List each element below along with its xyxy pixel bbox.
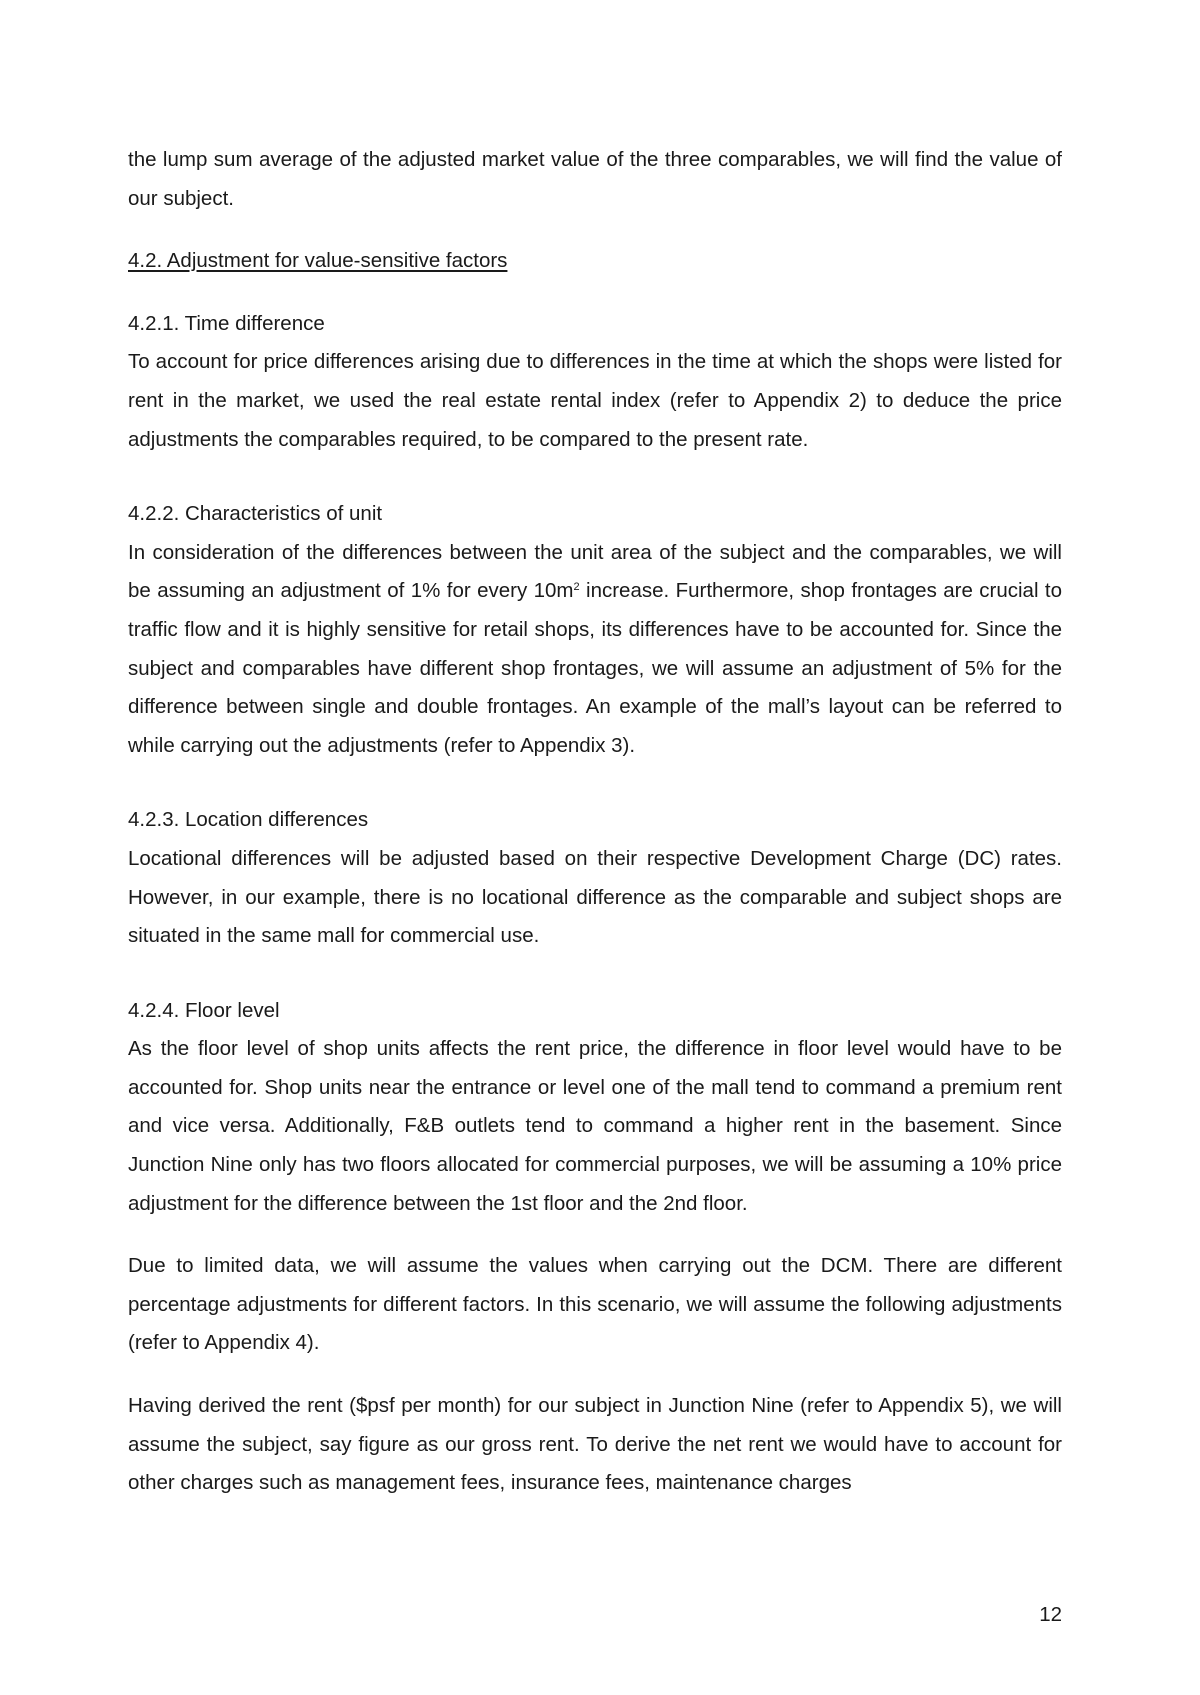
section-heading: 4.2. Adjustment for value-sensitive factors	[128, 249, 508, 273]
unit-superscript: 2	[573, 581, 580, 594]
floor-level-heading: 4.2.4. Floor level	[128, 998, 280, 1022]
page-number: 12	[1039, 1603, 1062, 1626]
unit-text-before: In consideration of the differences between the unit area of the subject and the comparables, we will be assuming an adjustment of 1% for every 10m	[128, 540, 1062, 603]
intro-paragraph: the lump sum average of the adjusted market value of the three comparables, we will find the value of our subject.	[128, 148, 1062, 210]
document-page	[128, 141, 1062, 1503]
rent-paragraph: Having derived the rent ($psf per month) for our subject in Junction Nine (refer to Appendix 5), we will assume the subject, say figure as our gross rent. To derive the net rent we would have to account for other charges such as management fees, insurance fees, maintenance charges	[128, 1394, 1062, 1495]
unit-text-after: increase. Furthermore, shop frontages are crucial to traffic flow and it is highly sensitive for retail shops, its differences have to be accounted for. Since the subject and comparables have different shop frontages, we will assume an adjustment of 5% for the difference between single and double frontages. An example of the mall’s layout can be referred to while carrying out the adjustments (refer to Appendix 3).	[128, 579, 1062, 757]
location-differences-paragraph: Locational differences will be adjusted based on their respective Development Charge (DC) rates. However, in our example, there is no locational difference as the comparable and subject shops are situated in the same mall for commercial use.	[128, 846, 1062, 948]
dcm-paragraph: Due to limited data, we will assume the values when carrying out the DCM. There are different percentage adjustments for different factors. In this scenario, we will assume the following adjustments (refer to Appendix 4).	[128, 1254, 1062, 1355]
location-differences-heading: 4.2.3. Location differences	[128, 808, 369, 832]
time-difference-heading: 4.2.1. Time difference	[128, 311, 325, 335]
time-difference-paragraph: To account for price differences arising due to differences in the time at which the shops were listed for rent in the market, we used the real estate rental index (refer to Appendix 2) to deduce the price adjustments the comparables required, to be compared to the present rate.	[128, 350, 1062, 451]
unit-characteristics-heading: 4.2.2. Characteristics of unit	[128, 502, 383, 526]
floor-level-paragraph: As the floor level of shop units affects the rent price, the difference in floor level would have to be accounted for. Shop units near the entrance or level one of the mall tend to command a premium rent and vice versa. Additionally, F&B outlets tend to command a higher rent in the basement. Since Junction Nine only has two floors allocated for commercial purposes, we will be assuming a 10% price adjustment for the difference between the 1st floor and the 2nd floor.	[128, 1037, 1062, 1215]
unit-characteristics-paragraph	[128, 534, 1062, 766]
